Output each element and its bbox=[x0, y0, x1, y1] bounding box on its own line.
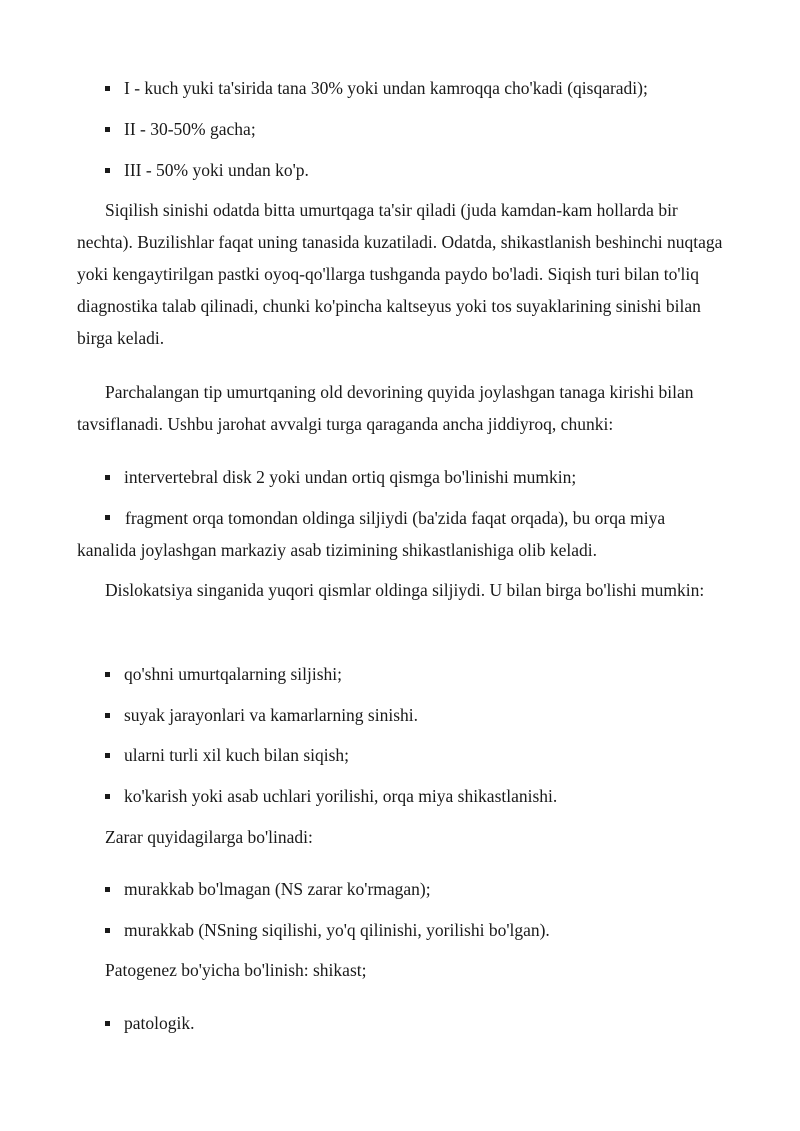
paragraph: Siqilish sinishi odatda bitta umurtqaga ta'sir qiladi (juda kamdan-kam hollarda bir nechta). Buzilishlar faqat uning tanasida kuzatiladi. Odatda, shikastlanish beshinchi nuqtaga yoki kengaytirilgan pastki oyoq-qo'llarga tushganda paydo bo'ladi. Siqish turi bilan to'liq diagnostika talab qilinadi, chunki ko'pincha kaltseyus yoki tos suyaklarining sinishi bilan birga keladi. bbox=[77, 200, 723, 348]
bullet-icon bbox=[105, 928, 110, 933]
bullet-icon bbox=[105, 1021, 110, 1026]
bullet-icon bbox=[105, 515, 110, 520]
paragraph: Dislokatsiya singanida yuqori qismlar oldinga siljiydi. U bilan birga bo'lishi mumkin: bbox=[105, 580, 705, 600]
bullet-icon bbox=[105, 794, 110, 799]
bullet-icon bbox=[105, 672, 110, 677]
paragraph: Parchalangan tip umurtqaning old devorining quyida joylashgan tanaga kirishi bilan tavsiflanadi. Ushbu jarohat avvalgi turga qaraganda ancha jiddiyroq, chunki: bbox=[77, 382, 694, 434]
list-item: murakkab bo'lmagan (NS zarar ko'rmagan); bbox=[77, 873, 725, 905]
list-item: intervertebral disk 2 yoki undan ortiq qismga bo'linishi mumkin; bbox=[77, 461, 725, 493]
list-item: II - 30-50% gacha; bbox=[77, 113, 725, 145]
list-item: qo'shni umurtqalarning siljishi; bbox=[77, 658, 725, 690]
bullet-icon bbox=[105, 713, 110, 718]
bullet-icon bbox=[105, 86, 110, 91]
list-item: ko'karish yoki asab uchlari yorilishi, orqa miya shikastlanishi. bbox=[77, 780, 725, 812]
list-item: ularni turli xil kuch bilan siqish; bbox=[77, 739, 725, 771]
list-item: patologik. bbox=[77, 1007, 725, 1039]
paragraph: Patogenez bo'yicha bo'linish: shikast; bbox=[105, 960, 367, 980]
bullet-icon bbox=[105, 475, 110, 480]
list-item: fragment orqa tomondan oldinga siljiydi (ba'zida faqat orqada), bu orqa miya kanalida joylashgan markaziy asab tizimining shikastlanishiga olib keladi. bbox=[77, 508, 666, 560]
list-item: I - kuch yuki ta'sirida tana 30% yoki undan kamroqqa cho'kadi (qisqaradi); bbox=[77, 72, 725, 104]
bullet-icon bbox=[105, 753, 110, 758]
list-item: III - 50% yoki undan ko'p. bbox=[77, 154, 725, 186]
paragraph: Zarar quyidagilarga bo'linadi: bbox=[105, 827, 313, 847]
list-item: suyak jarayonlari va kamarlarning sinishi. bbox=[77, 699, 725, 731]
bullet-icon bbox=[105, 127, 110, 132]
bullet-icon bbox=[105, 887, 110, 892]
list-item: murakkab (NSning siqilishi, yo'q qilinishi, yorilishi bo'lgan). bbox=[77, 914, 725, 946]
bullet-icon bbox=[105, 168, 110, 173]
